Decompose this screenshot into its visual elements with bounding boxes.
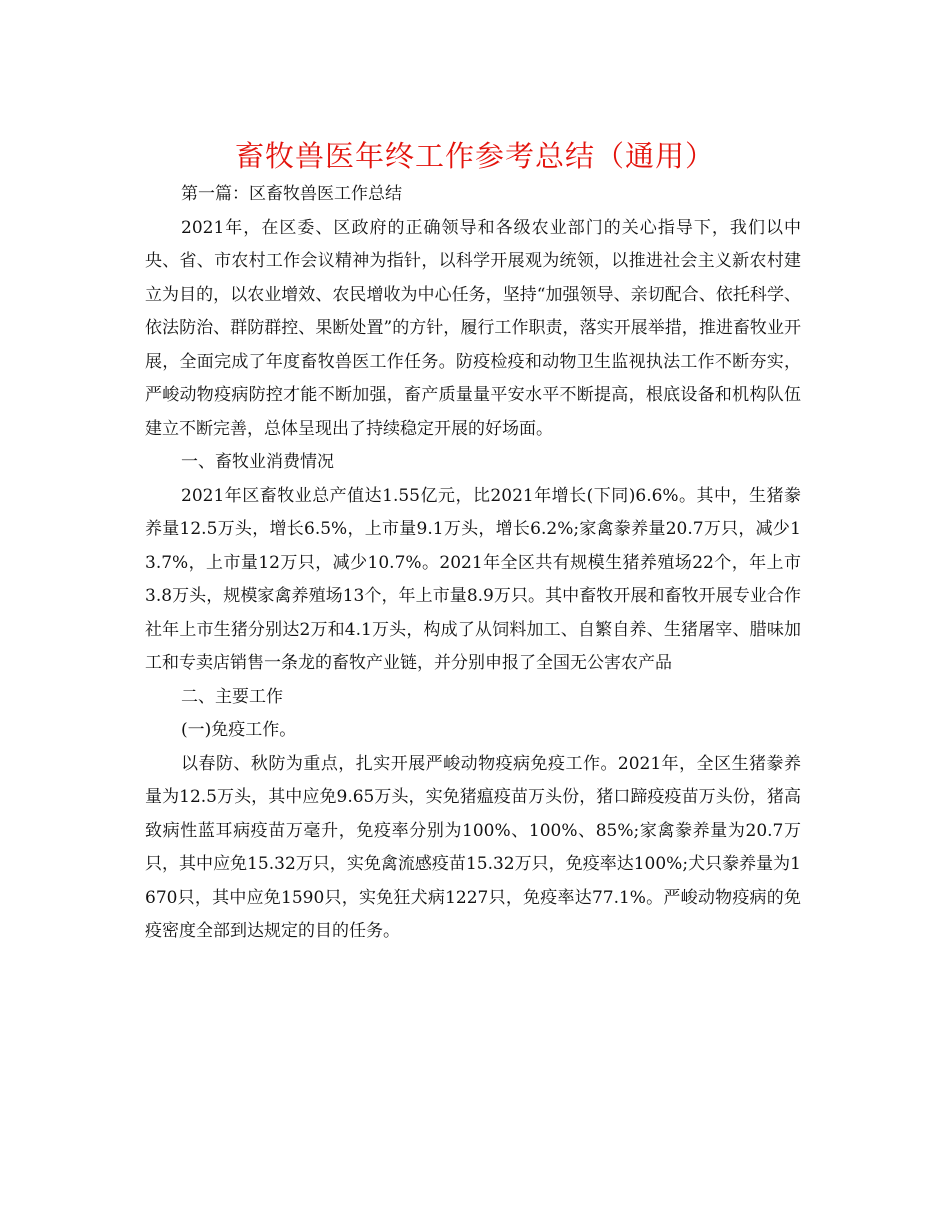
body-paragraph: 2021年，在区委、区政府的正确领导和各级农业部门的关心指导下，我们以中央、省、市农村工作会议精神为指针，以科学开展观为统领，以推进社会主义新农村建立为目的，以农业增效、农民增收为中心任务，坚持“加强领导、亲切配合、依托科学、依法防治、群防群控、果断处置”的方针，履行工作职责，落实开展举措，推进畜牧业开展，全面完成了年度畜牧兽医工作任务。防疫检疫和动物卫生监视执法工作不断夯实，严峻动物疫病防控才能不断加强，畜产质量量平安水平不断提高，根底设备和机构队伍建立不断完善，总体呈现出了持续稳定开展的好场面。 xyxy=(145,217,801,439)
section-heading: 二、主要工作 xyxy=(181,686,283,707)
body-paragraph: 以春防、秋防为重点，扎实开展严峻动物疫病免疫工作。2021年，全区生猪豢养量为12.5万头，其中应免9.65万头，实免猪瘟疫苗万头份，猪口蹄疫疫苗万头份，猪高致病性蓝耳病疫苗万毫升，免疫率分别为100%、100%、85%;家禽豢养量为20.7万只，其中应免15.32万只，实免禽流感疫苗15.32万只，免疫率达100%;犬只豢养量为1670只，其中应免1590只，实免狂犬病1227只，免疫率达77.1%。严峻动物疫病的免疫密度全部到达规定的目的任务。 xyxy=(145,753,801,941)
section-heading: 第一篇：区畜牧兽医工作总结 xyxy=(181,184,402,204)
document-body xyxy=(145,178,801,949)
section-heading: 一、畜牧业消费情况 xyxy=(181,452,334,472)
body-paragraph: 2021年区畜牧业总产值达1.55亿元，比2021年增长(下同)6.6%。其中，生猪豢养量12.5万头，增长6.5%，上市量9.1万头，增长6.2%;家禽豢养量20.7万只，减少13.7%，上市量12万只，减少10.7%。2021年全区共有规模生猪养殖场22个，年上市3.8万头，规模家禽养殖场13个，年上市量8.9万只。其中畜牧开展和畜牧开展专业合作社年上市生猪分别达2万和4.1万头，构成了从饲料加工、自繁自养、生猪屠宰、腊味加工和专卖店销售一条龙的畜牧产业链，并分别申报了全国无公害农产品 xyxy=(145,485,801,673)
subsection-heading: (一)免疫工作。 xyxy=(181,720,297,740)
document-title: 畜牧兽医年终工作参考总结（通用） xyxy=(234,139,715,173)
